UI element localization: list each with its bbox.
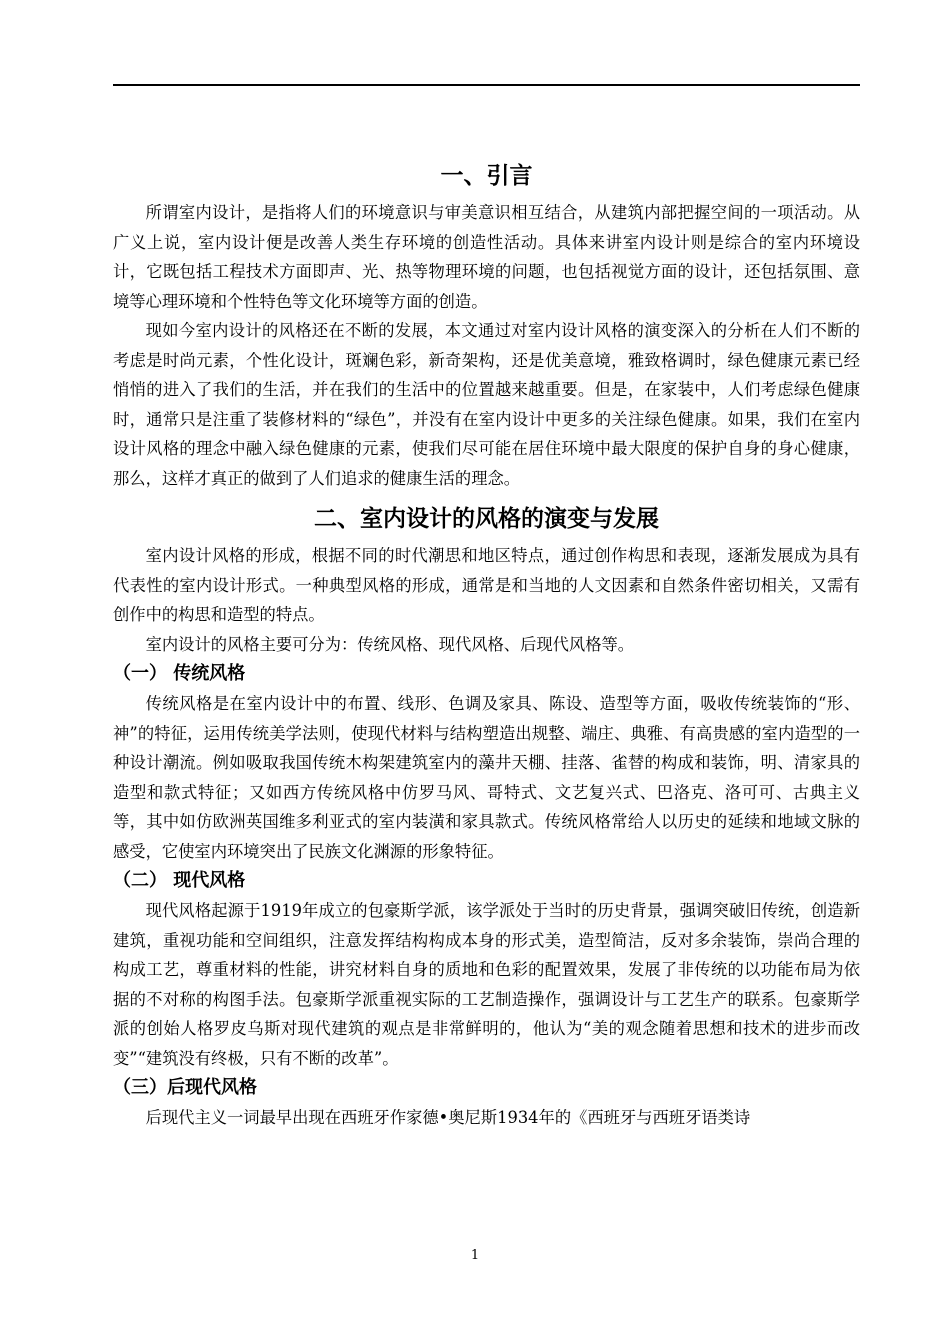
subsection-title-postmodern: （三）后现代风格 (113, 1077, 257, 1098)
paragraph: 现代风格起源于1919年成立的包豪斯学派，该学派处于当时的历史背景，强调突破旧传统，创造新建筑，重视功能和空间组织，注意发挥结构构成本身的形式美，造型简洁，反对多余装饰，崇尚合理的构成工艺，尊重材料的性能，讲究材料自身的质地和色彩的配置效果，发展了非传统的以功能布局为依据的不对称的构图手法。包豪斯学派重视实际的工艺制造操作，强调设计与工艺生产的联系。包豪斯学派的创始人格罗皮乌斯对现代建筑的观点是非常鲜明的，他认为“美的观念随着思想和技术的进步而改变”“建筑没有终极，只有不断的改革”。 (113, 901, 860, 1068)
paragraph: 室内设计风格的形成，根据不同的时代潮思和地区特点，通过创作构思和表现，逐渐发展成为具有代表性的室内设计形式。一种典型风格的形成，通常是和当地的人文因素和自然条件密切相关，又需有创作中的构思和造型的特点。 (113, 546, 860, 624)
paragraph: 现如今室内设计的风格还在不断的发展，本文通过对室内设计风格的演变深入的分析在人们不断的考虑是时尚元素，个性化设计，斑斓色彩，新奇架构，还是优美意境，雅致格调时，绿色健康元素已经悄悄的进入了我们的生活，并在我们的生活中的位置越来越重要。但是，在家装中，人们考虑绿色健康时，通常只是注重了装修材料的“绿色”，并没有在室内设计中更多的关注绿色健康。如果，我们在室内设计风格的理念中融入绿色健康的元素，使我们尽可能在居住环境中最大限度的保护自身的身心健康，那么，这样才真正的做到了人们追求的健康生活的理念。 (113, 321, 860, 488)
section-title-introduction: 一、引言 (440, 163, 533, 189)
paragraph: 室内设计的风格主要可分为：传统风格、现代风格、后现代风格等。 (145, 634, 635, 654)
paragraph: 所谓室内设计，是指将人们的环境意识与审美意识相互结合，从建筑内部把握空间的一项活动。从广义上说，室内设计便是改善人类生存环境的创造性活动。具体来讲室内设计则是综合的室内环境设计，它既包括工程技术方面即声、光、热等物理环境的问题，也包括视觉方面的设计，还包括氛围、意境等心理环境和个性特色等文化环境等方面的创造。 (113, 203, 860, 311)
paragraph: 后现代主义一词最早出现在西班牙作家德•奥尼斯1934年的《西班牙与西班牙语类诗 (145, 1108, 751, 1127)
subsection-title-traditional: （一） 传统风格 (113, 663, 246, 684)
paragraph: 传统风格是在室内设计中的布置、线形、色调及家具、陈设、造型等方面，吸收传统装饰的“形、神”的特征，运用传统美学法则，使现代材料与结构塑造出规整、端庄、典雅、有高贵感的室内造型的一种设计潮流。例如吸取我国传统木构架建筑室内的藻井天棚、挂落、雀替的构成和装饰，明、清家具的造型和款式特征；又如西方传统风格中仿罗马风、哥特式、文艺复兴式、巴洛克、洛可可、古典主义等，其中如仿欧洲英国维多利亚式的室内装潢和家具款式。传统风格常给人以历史的延续和地域文脉的感受，它使室内环境突出了民族文化渊源的形象特征。 (113, 694, 860, 861)
document-body (113, 156, 860, 1133)
section-title-style-evolution: 二、室内设计的风格的演变与发展 (314, 506, 659, 532)
subsection-title-modern: （二） 现代风格 (113, 870, 246, 891)
header-rule (113, 84, 860, 86)
page-number: 1 (470, 1248, 480, 1263)
